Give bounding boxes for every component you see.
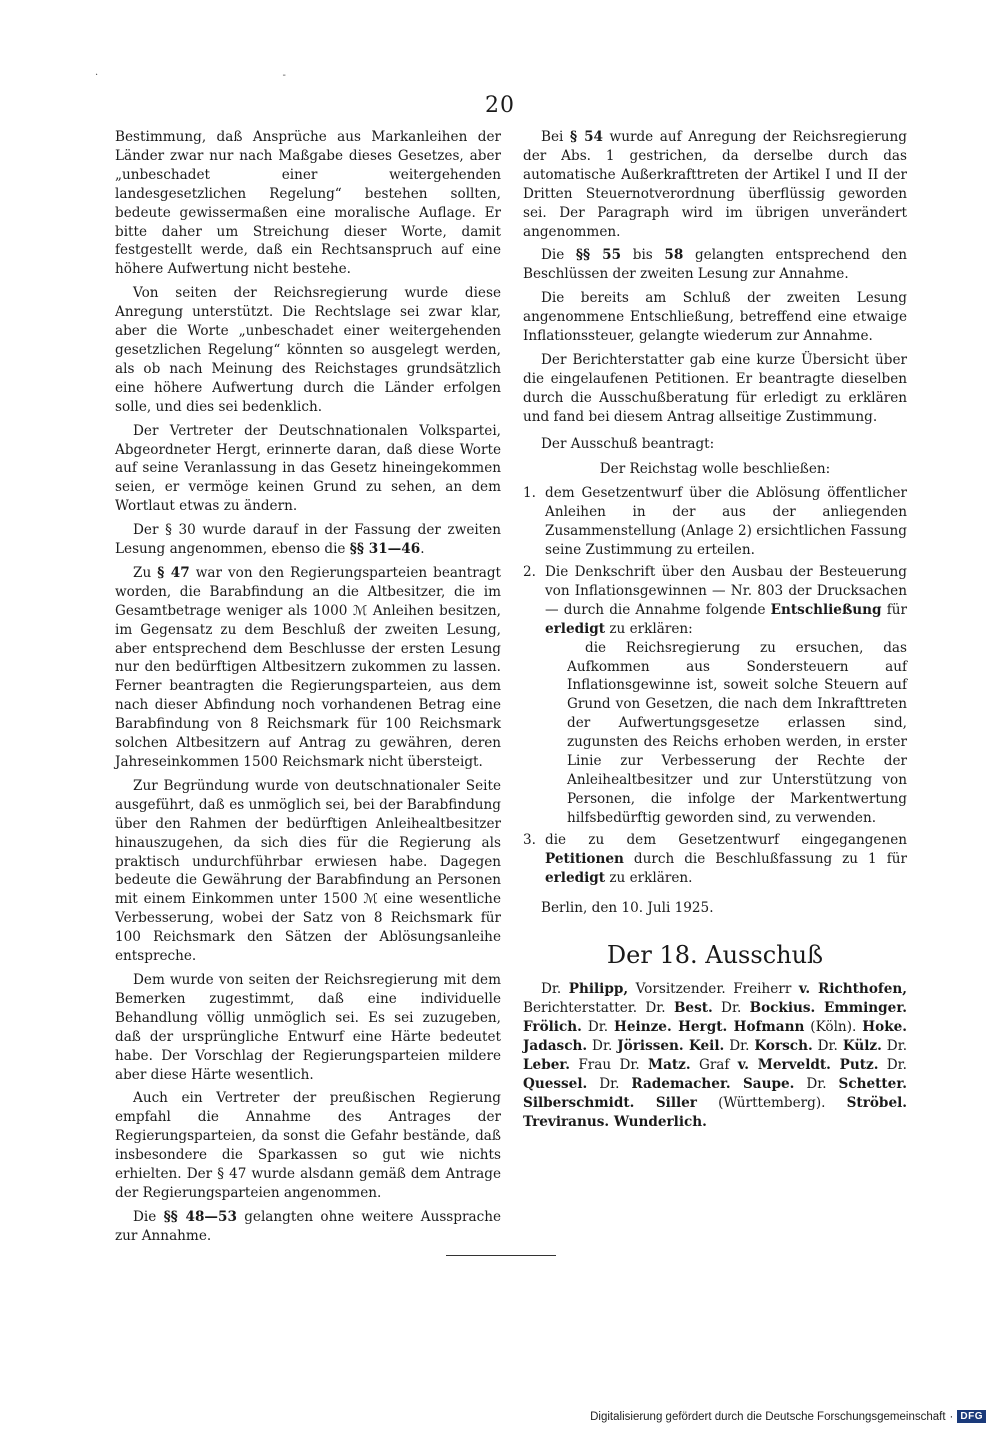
list-item: 2. Die Denkschrift über den Ausbau der Besteuerung von Inflationsgewinnen — Nr. 803 der Drucksachen — durch die Annahme folgende Entschließung für erledigt zu erklären: die Reichsregierung zu ersuchen, das Aufkommen aus Sondersteuern auf Inflationsgewinne ist, soweit solche Steuern auf Grund von Gesetzen, die nach dem Inkrafttreten der Aufwertungsgesetze erlassen sind, zugunsten des Reichs erhoben werden, in erster Linie zur Verbesserung der Rechte der Anleihealtbesitzer und zur Unterstützung von Personen, die infolge der Markentwertung hilfsbedürftig geworden sind, zu verwenden. <box>523 564 907 826</box>
member-text: Frau Dr. <box>570 1056 649 1073</box>
member-name: Rademacher. Saupe. <box>631 1075 795 1092</box>
member-name: Schetter. Silberschmidt. Siller <box>523 1075 907 1111</box>
footer-separator: · <box>949 1410 954 1423</box>
motion-intro: Der Ausschuß beantragt: <box>541 435 715 452</box>
member-text: Dr. <box>587 1075 632 1092</box>
member-name: v. Merveldt. Putz. <box>737 1056 879 1073</box>
right-column <box>523 128 907 1137</box>
paragraph: Von seiten der Reichsregierung wurde diese Anregung unterstützt. Die Rechtslage sei zwar klar, aber die Worte „unbeschadet einer weitergehenden gesetzlichen Regelung“ könnten so ausgelegt werden, als ob nach Meinung des Reichstages grundsätzlich eine höhere Aufwertung durch die Länder erfolgen solle, und dies sei bedenklich. <box>115 285 501 415</box>
member-name: Heinze. Hergt. Hofmann <box>614 1019 805 1036</box>
divider <box>446 1255 556 1256</box>
paragraph: Zur Begründung wurde von deutschnationaler Seite ausgeführt, daß es unmöglich sei, bei der Barabfindung über den Rahmen der bedürftigen Anleihealtbesitzer hinauszugehen, da sich dies für die Regierung als praktisch undurchführbar erwiesen habe. Dagegen bedeute die Gewährung der Barabfindung an Personen mit einem Einkommen unter 1500 ℳ eine wesentliche Verbesserung, wobei der Satz von 8 Reichsmark für 100 Reichsmark den Sätzen der Ablösungsanleihe entspreche. <box>115 777 501 965</box>
paragraph: Die §§ 48—53 gelangten ohne weitere Aussprache zur Annahme. <box>115 1208 501 1244</box>
motion-center: Der Reichstag wolle beschließen: <box>599 460 831 477</box>
committee-title: Der 18. Ausschuß <box>606 941 824 970</box>
member-text: Dr. <box>881 1038 908 1055</box>
motion-list <box>523 484 907 887</box>
footer <box>590 1410 986 1423</box>
paragraph: Der Vertreter der Deutschnationalen Volkspartei, Abgeordneter Hergt, erinnerte daran, daß diese Worte auf seine Veranlassung in das Gesetz hineingekommen seien, er vermöge keinen Grund zu sehen, an dem Wortlaut etwas zu ändern. <box>115 422 501 515</box>
member-name: v. Richthofen, <box>798 981 907 998</box>
member-name: Best. <box>673 1000 713 1017</box>
scan-specks: · - <box>95 70 286 81</box>
committee-members <box>523 980 907 1131</box>
member-text: Dr. <box>724 1038 755 1055</box>
list-item: 3. die zu dem Gesetzentwurf eingegangenen Petitionen durch die Beschlußfassung zu 1 für erledigt zu erklären. <box>523 831 907 886</box>
member-text: Dr. <box>794 1075 839 1092</box>
member-name: Leber. <box>523 1056 571 1073</box>
member-name: Külz. <box>842 1038 882 1055</box>
paragraph: Die bereits am Schluß der zweiten Lesung angenommene Entschließung, betreffend eine etwaige Inflationssteuer, gelangte wiederum zur Annahme. <box>523 290 907 345</box>
member-text: Dr. <box>581 1019 615 1036</box>
member-text: Dr. <box>812 1038 843 1055</box>
footer-text: Digitalisierung gefördert durch die Deutsche Forschungsgemeinschaft <box>590 1410 946 1423</box>
member-text: (Köln). <box>804 1019 863 1036</box>
paragraph: Die §§ 55 bis 58 gelangten entsprechend den Beschlüssen der zweiten Lesung zur Annahme. <box>523 247 907 283</box>
member-text: Berichterstatter. Dr. <box>523 1000 674 1017</box>
paragraph: Bei § 54 wurde auf Anregung der Reichsregierung der Abs. 1 gestrichen, da derselbe durch das automatische Außerkrafttreten der Artikel I und II der Dritten Steuernotverordnung überflüssig geworden sei. Der Paragraph wird im übrigen unverändert angenommen. <box>523 129 907 240</box>
resolution-text: die Reichsregierung zu ersuchen, das Aufkommen aus Sondersteuern auf Inflationsgewinne ist, soweit solche Steuern auf Grund von Gesetzen, die nach dem Inkrafttreten der Aufwertungsgesetze erlassen sind, zugunsten des Reichs erhoben werden, in erster Linie zur Verbesserung der Rechte der Anleihealtbesitzer und zur Unterstützung von Personen, die infolge der Markentwertung hilfsbedürftig geworden sind, zu verwenden. <box>567 639 907 826</box>
member-text: (Württemberg). <box>696 1094 847 1111</box>
member-text: Graf <box>690 1056 738 1073</box>
member-name: Jörissen. Keil. <box>617 1038 725 1055</box>
member-name: Ströbel. Treviranus. Wunderlich. <box>523 1094 907 1130</box>
member-name: Quessel. <box>523 1075 588 1092</box>
dfg-logo: DFG <box>957 1410 986 1423</box>
member-text: Dr. <box>541 981 569 998</box>
member-text: Dr. <box>878 1056 908 1073</box>
member-text: Vorsitzender. Freiherr <box>628 981 799 998</box>
member-name: Bockius. Emminger. Frölich. <box>523 1000 907 1036</box>
paragraph: Zu § 47 war von den Regierungsparteien beantragt worden, die Barabfindung an die Altbesitzer, die im Gesamtbetrage weniger als 1000 ℳ Anleihen besitzen, im Gegensatz zu dem Beschluß der zweiten Lesung, aber entsprechend dem Beschlusse der ersten Lesung nur den bedürftigen Altbesitzern zukommen zu lassen. Ferner beantragten die Regierungsparteien, aus dem nach dieser Abfindung noch vorhandenen Betrag eine Barabfindung von 8 Reichsmark für 100 Reichsmark solchen Altbesitzern auf Antrag zu gewähren, deren Jahreseinkommen 1500 Reichsmark nicht übersteigt. <box>115 564 501 770</box>
member-name: Korsch. <box>754 1038 813 1055</box>
member-name: Matz. <box>648 1056 691 1073</box>
member-name: Hoke. Jadasch. <box>523 1019 908 1055</box>
paragraph: Der Berichterstatter gab eine kurze Übersicht über die eingelaufenen Petitionen. Er beantragte dieselben durch die Ausschußberatung für erledigt zu erklären und fand bei diesem Antrag allseitige Zustimmung. <box>523 351 907 425</box>
list-item: 1. dem Gesetzentwurf über die Ablösung öffentlicher Anleihen in der aus der anliegenden Zusammenstellung (Anlage 2) ersichtlichen Fassung seine Zustimmung zu erteilen. <box>523 485 907 559</box>
dateline: Berlin, den 10. Juli 1925. <box>541 900 714 917</box>
member-text: Dr. <box>587 1038 618 1055</box>
member-text: Dr. <box>712 1000 750 1017</box>
paragraph: Auch ein Vertreter der preußischen Regierung empfahl die Annahme des Antrages der Regierungsparteien, da sonst die Gefahr bestände, daß insbesondere die Sparkassen so gut wie nichts erhielten. Der § 47 wurde alsdann gemäß dem Antrage der Regierungsparteien angenommen. <box>115 1090 501 1201</box>
member-name: Philipp, <box>568 981 629 998</box>
paragraph: Der § 30 wurde darauf in der Fassung der zweiten Lesung angenommen, ebenso die §§ 31—46. <box>115 522 501 558</box>
paragraph: Bestimmung, daß Ansprüche aus Markanleihen der Länder zwar nur nach Maßgabe dieses Gesetzes, aber „unbeschadet einer weitergehenden landesgesetzlichen Regelung“ bestehen sollten, bedeute gewissermaßen eine moralische Auflage. Er bitte daher um Streichung dieser Worte, damit festgestellt werde, daß ein Rechtsanspruch auf eine höhere Aufwertung nicht bestehe. <box>115 129 501 278</box>
page-number: 20 <box>485 93 515 118</box>
paragraph: Dem wurde von seiten der Reichsregierung mit dem Bemerken zugestimmt, daß eine individuelle Behandlung völlig unmöglich sei. Es sei zuzugeben, daß der ursprüngliche Entwurf eine Härte bedeutet habe. Der Vorschlag der Regierungsparteien mildere aber diese Härte wesentlich. <box>115 971 501 1083</box>
left-column <box>115 128 501 1251</box>
